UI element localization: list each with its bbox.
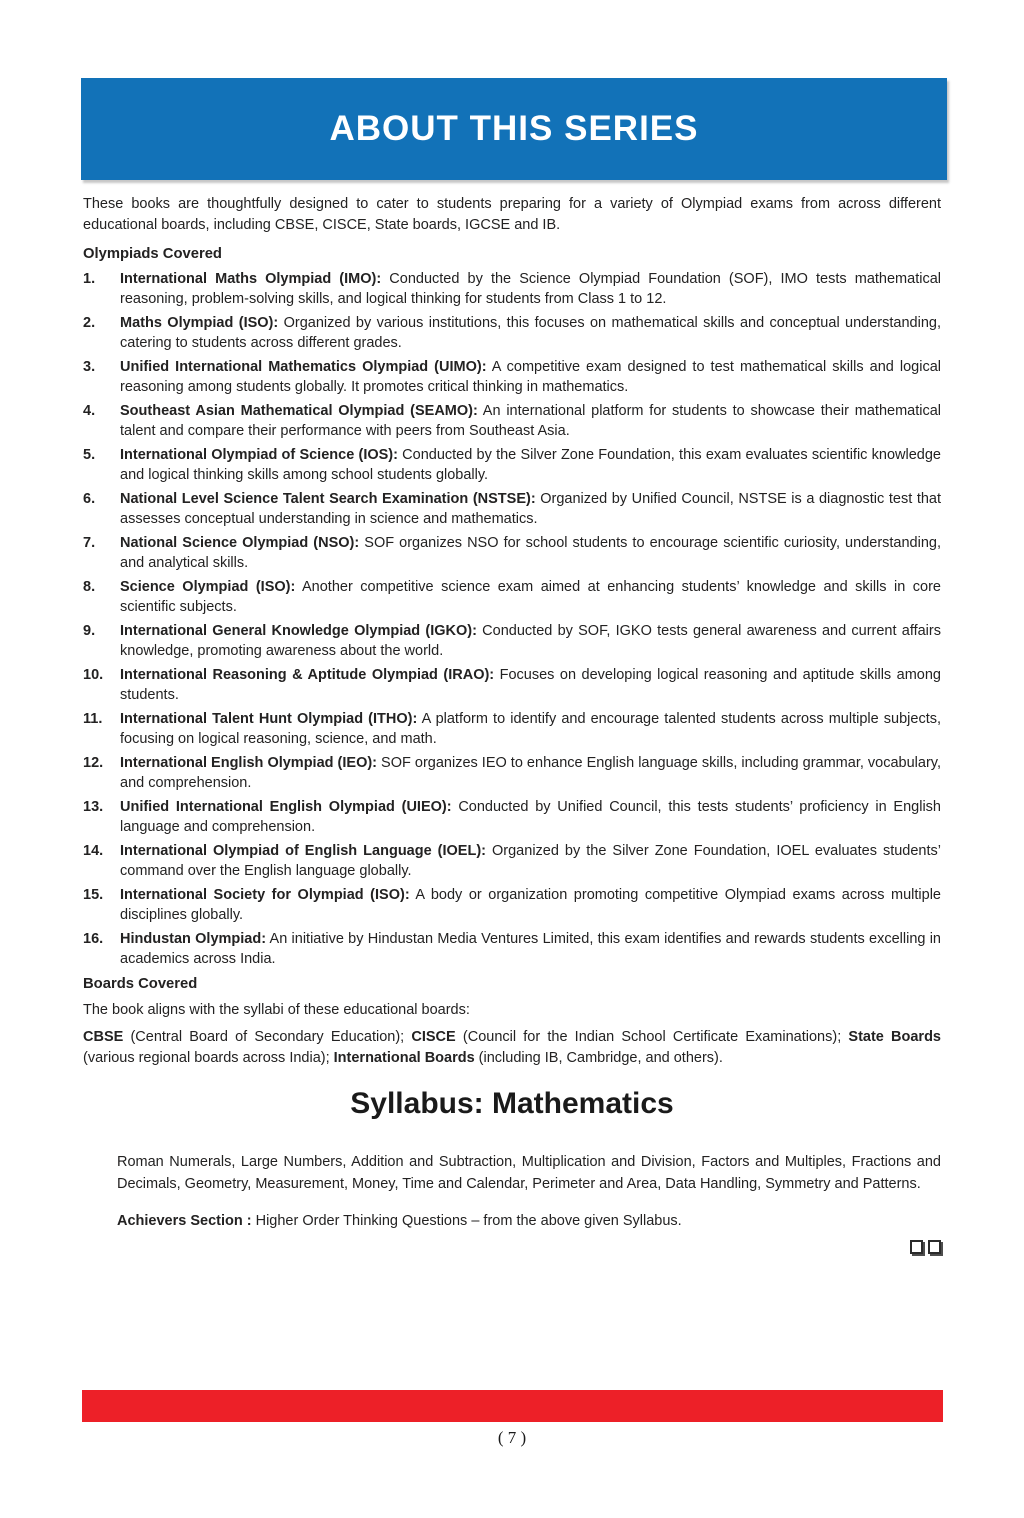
item-text: International Reasoning & Aptitude Olympiad (IRAO): Focuses on developing logical reasoning and aptitude skills among students.: [120, 667, 941, 703]
item-text: Unified International Mathematics Olympiad (UIMO): A competitive exam designed to test mathematical skills and logical reasoning among students globally. It promotes critical thinking in mathematics.: [120, 359, 941, 395]
end-of-section-icon: [928, 1240, 941, 1254]
page-title: ABOUT THIS SERIES: [329, 109, 699, 148]
item-name: International General Knowledge Olympiad (IGKO):: [120, 623, 477, 639]
item-name: International Maths Olympiad (IMO):: [120, 271, 382, 287]
olympiad-list-item: [83, 710, 941, 749]
item-name: International Talent Hunt Olympiad (ITHO):: [120, 711, 418, 727]
item-number: 15.: [83, 887, 104, 903]
olympiad-list-item: [83, 314, 941, 353]
item-text: International Maths Olympiad (IMO): Conducted by the Science Olympiad Foundation (SOF), IMO tests mathematical reasoning, problem-solving skills, and logical thinking for students from Class 1 to 12.: [120, 271, 941, 307]
item-name: Science Olympiad (ISO):: [120, 579, 296, 595]
end-of-section-icon: [910, 1240, 923, 1254]
item-name: Unified International Mathematics Olympiad (UIMO):: [120, 359, 487, 375]
item-text: International General Knowledge Olympiad (IGKO): Conducted by SOF, IGKO tests general awareness and current affairs knowledge, promoting awareness about the world.: [120, 623, 941, 659]
item-text: International Society for Olympiad (ISO): A body or organization promoting competitive Olympiad exams across multiple disciplines globally.: [120, 887, 941, 923]
item-name: Hindustan Olympiad:: [120, 931, 267, 947]
item-number: 9.: [83, 623, 96, 639]
item-number: 10.: [83, 667, 104, 683]
item-text: International Olympiad of English Language (IOEL): Organized by the Silver Zone Foundation, IOEL evaluates students’ command over the English language globally.: [120, 843, 941, 879]
olympiad-list-item: [83, 358, 941, 397]
item-number: 16.: [83, 931, 104, 947]
item-name: Unified International English Olympiad (UIEO):: [120, 799, 452, 815]
board-name: State Boards: [848, 1029, 941, 1045]
item-number: 7.: [83, 535, 96, 551]
item-text: National Science Olympiad (NSO): SOF organizes NSO for school students to encourage scientific curiosity, understanding, and analytical skills.: [120, 535, 941, 571]
item-name: Southeast Asian Mathematical Olympiad (SEAMO):: [120, 403, 478, 419]
page-number: ( 7 ): [497, 1428, 527, 1447]
item-number: 13.: [83, 799, 104, 815]
item-name: National Level Science Talent Search Examination (NSTSE):: [120, 491, 536, 507]
olympiad-list-item: [83, 578, 941, 617]
boards-intro: The book aligns with the syllabi of these educational boards:: [83, 1002, 470, 1018]
item-number: 11.: [83, 711, 103, 727]
item-text: Science Olympiad (ISO): Another competitive science exam aimed at enhancing students’ knowledge and skills in core scientific subjects.: [120, 579, 941, 615]
item-name: International Society for Olympiad (ISO):: [120, 887, 410, 903]
item-name: International English Olympiad (IEO):: [120, 755, 378, 771]
item-number: 4.: [83, 403, 96, 419]
item-name: International Reasoning & Aptitude Olympiad (IRAO):: [120, 667, 495, 683]
olympiad-list-item: [83, 402, 941, 441]
board-name: CBSE: [83, 1029, 124, 1045]
item-text: Hindustan Olympiad: An initiative by Hindustan Media Ventures Limited, this exam identifies and rewards students excelling in academics across India.: [120, 931, 941, 967]
item-text: National Level Science Talent Search Examination (NSTSE): Organized by Unified Council, NSTSE is a diagnostic test that assesses conceptual understanding in science and mathematics.: [120, 491, 942, 527]
item-number: 3.: [83, 359, 96, 375]
item-name: National Science Olympiad (NSO):: [120, 535, 360, 551]
item-number: 6.: [83, 491, 96, 507]
board-name: International Boards: [333, 1050, 475, 1066]
olympiad-list-item: [83, 490, 941, 529]
olympiad-list-item: [83, 930, 941, 969]
achievers-label: Achievers Section :: [117, 1213, 252, 1229]
olympiad-list: [83, 270, 941, 969]
item-name: International Olympiad of English Language (IOEL):: [120, 843, 486, 859]
end-of-section-marks: [83, 1240, 941, 1256]
page-content: [83, 194, 941, 1256]
olympiad-list-item: [83, 534, 941, 573]
item-text: Maths Olympiad (ISO): Organized by various institutions, this focuses on mathematical skills and conceptual understanding, catering to students across different grades.: [120, 315, 941, 351]
intro-paragraph: These books are thoughtfully designed to cater to students preparing for a variety of Olympiad exams from across different educational boards, including CBSE, CISCE, State boards, IGCSE and IB.: [83, 196, 941, 233]
item-number: 5.: [83, 447, 96, 463]
item-number: 1.: [83, 271, 96, 287]
olympiad-list-item: [83, 622, 941, 661]
item-text: Unified International English Olympiad (UIEO): Conducted by Unified Council, this tests students’ proficiency in English language and comprehension.: [120, 799, 941, 835]
footer-red-bar: [82, 1390, 943, 1422]
olympiads-heading: Olympiads Covered: [83, 246, 222, 262]
achievers-text: Higher Order Thinking Questions – from the above given Syllabus.: [255, 1213, 682, 1229]
item-text: International Talent Hunt Olympiad (ITHO): A platform to identify and encourage talented students across multiple subjects, focusing on logical reasoning, science, and math.: [120, 711, 942, 747]
olympiad-list-item: [83, 446, 941, 485]
olympiad-list-item: [83, 842, 941, 881]
item-name: International Olympiad of Science (IOS):: [120, 447, 398, 463]
boards-heading: Boards Covered: [83, 976, 198, 992]
item-number: 12.: [83, 755, 104, 771]
item-number: 14.: [83, 843, 104, 859]
item-number: 2.: [83, 315, 96, 331]
item-text: International English Olympiad (IEO): SOF organizes IEO to enhance English language skills, including grammar, vocabulary, and comprehension.: [120, 755, 941, 791]
board-name: CISCE: [411, 1029, 456, 1045]
syllabus-heading: Syllabus: Mathematics: [350, 1087, 674, 1120]
item-number: 8.: [83, 579, 96, 595]
olympiad-list-item: [83, 886, 941, 925]
item-text: Southeast Asian Mathematical Olympiad (SEAMO): An international platform for students to showcase their mathematical talent and compare their performance with peers from Southeast Asia.: [120, 403, 942, 439]
boards-paragraph: CBSE (Central Board of Secondary Education); CISCE (Council for the Indian School Certificate Examinations); State Boards (various regional boards across India); International Boards (including IB, Cambridge, and others).: [83, 1029, 941, 1066]
olympiad-list-item: [83, 270, 941, 309]
olympiad-list-item: [83, 666, 941, 705]
item-text: International Olympiad of Science (IOS): Conducted by the Silver Zone Foundation, this exam evaluates scientific knowledge and logical thinking skills among school students globally.: [120, 447, 941, 483]
olympiad-list-item: [83, 798, 941, 837]
olympiad-list-item: [83, 754, 941, 793]
syllabus-paragraph: Roman Numerals, Large Numbers, Addition and Subtraction, Multiplication and Division, Factors and Multiples, Fractions and Decimals, Geometry, Measurement, Money, Time and Calendar, Perimeter and Area, Data Handling, Symmetry and Patterns.: [117, 1154, 941, 1192]
header-banner: [81, 78, 947, 180]
achievers-line: [117, 1211, 941, 1232]
item-name: Maths Olympiad (ISO):: [120, 315, 279, 331]
